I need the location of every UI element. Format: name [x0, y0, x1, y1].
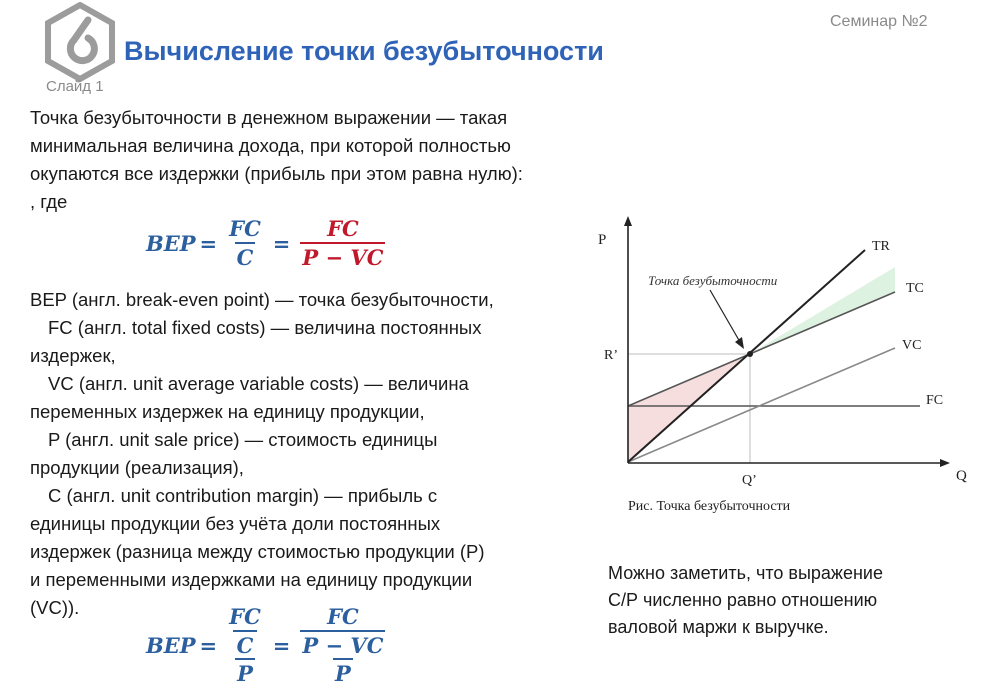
fraction-denominator [233, 630, 257, 686]
intro-line: минимальная величина дохода, при которой полностью [30, 135, 511, 156]
definition-line: P (англ. unit sale price) — стоимость единицы [48, 429, 438, 450]
formula-equals: = [272, 230, 291, 256]
tc-line [628, 292, 895, 406]
callout-label: Точка безубыточности [648, 273, 778, 288]
definition-line: издержек (разница между стоимостью продукции (P) [30, 541, 485, 562]
tc-label: TC [906, 281, 924, 296]
definition-line: переменных издержек на единицу продукции, [30, 401, 425, 422]
definition-line: FC (англ. total fixed costs) — величина постоянных [48, 317, 482, 338]
intro-line: окупаются все издержки (прибыль при этом равна нулю): [30, 163, 523, 184]
formula-equals: = [272, 632, 291, 658]
note-line: валовой маржи к выручке. [608, 617, 829, 637]
fraction-denominator: C [235, 242, 256, 270]
formula-bep [146, 216, 391, 270]
y-axis-arrow [624, 216, 632, 226]
definition-line: BEP (англ. break-even point) — точка безубыточности, [30, 289, 494, 310]
definition-line: (VC)). [30, 597, 80, 618]
note-paragraph [608, 560, 968, 641]
intro-line: Точка безубыточности в денежном выражении — такая [30, 107, 508, 128]
y-axis-label: P [598, 232, 607, 248]
tr-label: TR [872, 239, 890, 254]
formula-equals: = [199, 230, 218, 256]
x-axis-label: Q [956, 468, 967, 484]
logo-icon [44, 2, 116, 82]
formula-fraction [300, 216, 385, 270]
nested-numerator: P − VC [302, 633, 384, 658]
revenue-label: R’ [604, 348, 618, 363]
note-line: С/Р численно равно отношению [608, 590, 878, 610]
formula-fraction [300, 604, 385, 686]
nested-denominator: P [333, 658, 353, 686]
note-line: Можно заметить, что выражение [608, 563, 883, 583]
diagram-caption: Рис. Точка безубыточности [628, 499, 791, 514]
definitions-list [30, 286, 590, 622]
nested-fraction [235, 633, 255, 686]
callout-arrow [710, 290, 740, 342]
formula-lhs: BEP [146, 632, 196, 658]
fraction-numerator: FC [327, 216, 359, 241]
intro-line: , где [30, 191, 68, 212]
nested-fraction [302, 633, 383, 686]
definition-line: VC (англ. unit average variable costs) — величина [48, 373, 469, 394]
nested-numerator: C [236, 633, 254, 658]
definition-line: единицы продукции без учёта доли постоянных [30, 513, 441, 534]
seminar-label: Семинар №2 [830, 13, 928, 30]
fraction-denominator [300, 630, 385, 686]
vc-label: VC [902, 338, 922, 353]
formula-lhs: BEP [146, 230, 196, 256]
x-axis-arrow [940, 459, 950, 467]
fraction-numerator: FC [229, 604, 261, 629]
fc-label: FC [926, 393, 944, 408]
breakeven-point [747, 351, 753, 357]
fraction-numerator: FC [229, 216, 261, 241]
nested-denominator: P [235, 658, 255, 686]
formula-fraction [227, 216, 263, 270]
fraction-denominator: P − VC [300, 242, 385, 270]
formula-equals: = [199, 632, 218, 658]
definition-line: продукции (реализация), [30, 457, 244, 478]
intro-paragraph [30, 104, 630, 216]
definition-line: C (англ. unit contribution margin) — прибыль с [48, 485, 438, 506]
formula-fraction [227, 604, 263, 686]
formula-bep-ratio [146, 604, 391, 686]
slide-number: Слайд 1 [46, 78, 104, 95]
callout-arrowhead [735, 337, 744, 349]
definition-line: издержек, [30, 345, 116, 366]
fraction-numerator: FC [327, 604, 359, 629]
breakeven-diagram [590, 212, 980, 532]
page-title: Вычисление точки безубыточности [124, 36, 604, 66]
quantity-label: Q’ [742, 473, 757, 488]
definition-line: и переменными издержками на единицу продукции [30, 569, 473, 590]
